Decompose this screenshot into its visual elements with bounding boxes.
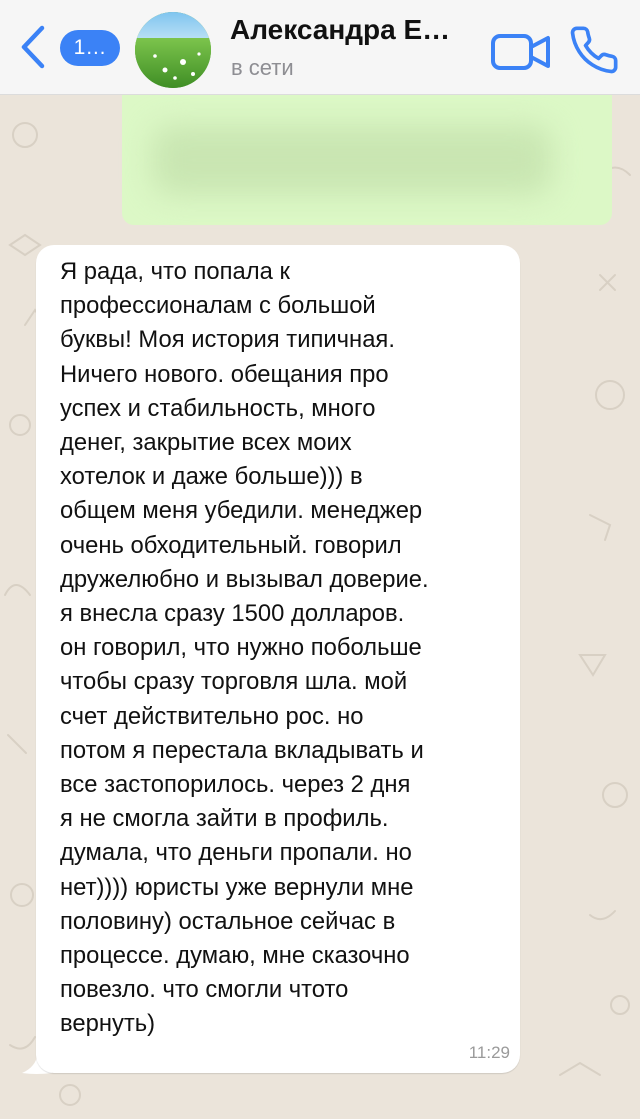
contact-avatar[interactable] xyxy=(135,12,211,88)
contact-name[interactable]: Александра Е… xyxy=(230,14,451,45)
phone-icon xyxy=(568,24,620,76)
avatar-image xyxy=(135,12,211,88)
incoming-message-bubble[interactable] xyxy=(36,245,520,1073)
outgoing-message-bubble[interactable] xyxy=(122,95,612,225)
video-camera-icon xyxy=(490,30,552,74)
chat-header xyxy=(0,0,640,95)
video-call-button[interactable] xyxy=(490,30,552,74)
unread-count-badge[interactable]: 1… xyxy=(60,30,120,66)
chevron-left-icon xyxy=(14,22,54,72)
contact-status: в сети xyxy=(231,55,294,80)
blurred-message-content xyxy=(152,125,552,195)
message-text: Я рада, что попала к профессионалам с большой буквы! Моя история типичная. Ничего нового. обещания про успех и стабильность, много денег, закрытие всех моих хотелок и даже больше))) в общем меня убедили. менеджер очень обходительный. говорил дружелюбно и вызывал доверие. я внесла сразу 1500 долларов. он говорил, что нужно побольше чтобы сразу торговля шла. мой счет действительно рос. но потом я перестала вкладывать и все застопорилось. через 2 дня я не смогла зайти в профиль. думала, что деньги пропали. но нет)))) юристы уже вернули мне половину) остальное сейчас в процессе. думаю, мне сказочно повезло. что смогли чтото вернуть) xyxy=(60,258,429,1038)
message-timestamp: 11:29 xyxy=(468,1043,510,1062)
audio-call-button[interactable] xyxy=(568,24,620,76)
back-button[interactable] xyxy=(14,22,54,72)
chat-area[interactable] xyxy=(0,95,640,1119)
